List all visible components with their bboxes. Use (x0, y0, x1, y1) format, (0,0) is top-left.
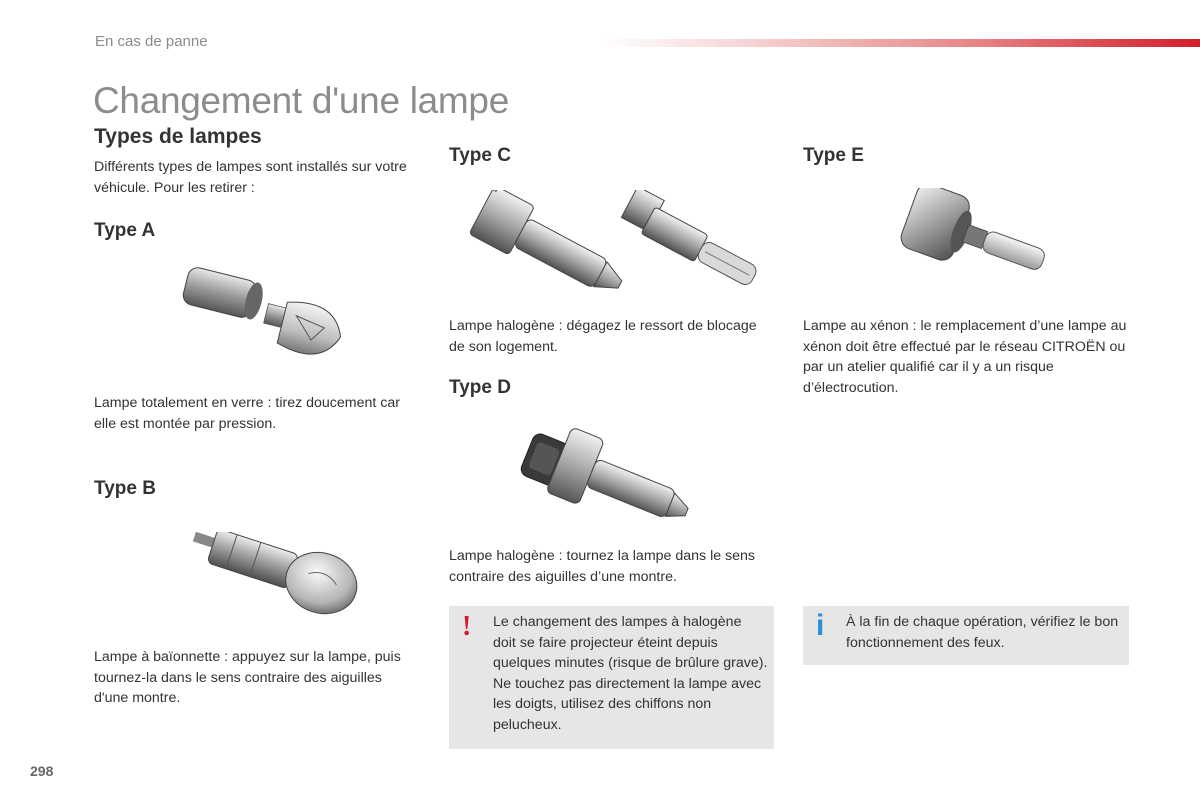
type-c-text: Lampe halogène : dégagez le ressort de blocage de son logement. (449, 318, 757, 355)
section-label: En cas de panne (95, 33, 208, 50)
types-heading: Types de lampes (94, 125, 262, 148)
type-c-bulb-image (462, 190, 762, 315)
type-a-bulb-image (165, 262, 355, 372)
info-icon: i (816, 609, 825, 642)
intro-text: Différents types de lampes sont installés sur votre véhicule. Pour les retirer : (94, 159, 407, 196)
type-c-heading: Type C (449, 145, 511, 166)
type-d-text: Lampe halogène : tournez la lampe dans le sens contraire des aiguilles d’une montre. (449, 548, 756, 585)
type-d-heading: Type D (449, 377, 511, 398)
page-title: Changement d'une lampe (93, 80, 509, 121)
type-e-bulb-image (895, 188, 1055, 298)
page-number: 298 (30, 763, 54, 779)
warning-icon: ! (462, 611, 472, 642)
info-note-text: À la fin de chaque opération, vérifiez le bon fonctionnement des feux. (846, 614, 1119, 651)
type-b-bulb-image (180, 532, 360, 627)
type-a-text: Lampe totalement en verre : tirez doucement car elle est montée par pression. (94, 395, 400, 432)
type-d-bulb-image (515, 425, 705, 535)
type-e-heading: Type E (803, 145, 864, 166)
header-accent-bar (600, 39, 1200, 47)
type-e-text: Lampe au xénon : le remplacement d’une lampe au xénon doit être effectué par le réseau CITROËN ou par un atelier qualifié car il y a un risque d’électrocution. (803, 318, 1127, 396)
type-a-heading: Type A (94, 220, 156, 241)
type-b-text: Lampe à baïonnette : appuyez sur la lampe, puis tournez-la dans le sens contraire des aiguilles d'une montre. (94, 649, 401, 706)
type-b-heading: Type B (94, 478, 156, 499)
warning-note-text: Le changement des lampes à halogène doit se faire projecteur éteint depuis quelques minutes (risque de brûlure grave). Ne touchez pas directement la lampe avec les doigts, utilisez des chiffons non pelucheux. (493, 614, 768, 733)
